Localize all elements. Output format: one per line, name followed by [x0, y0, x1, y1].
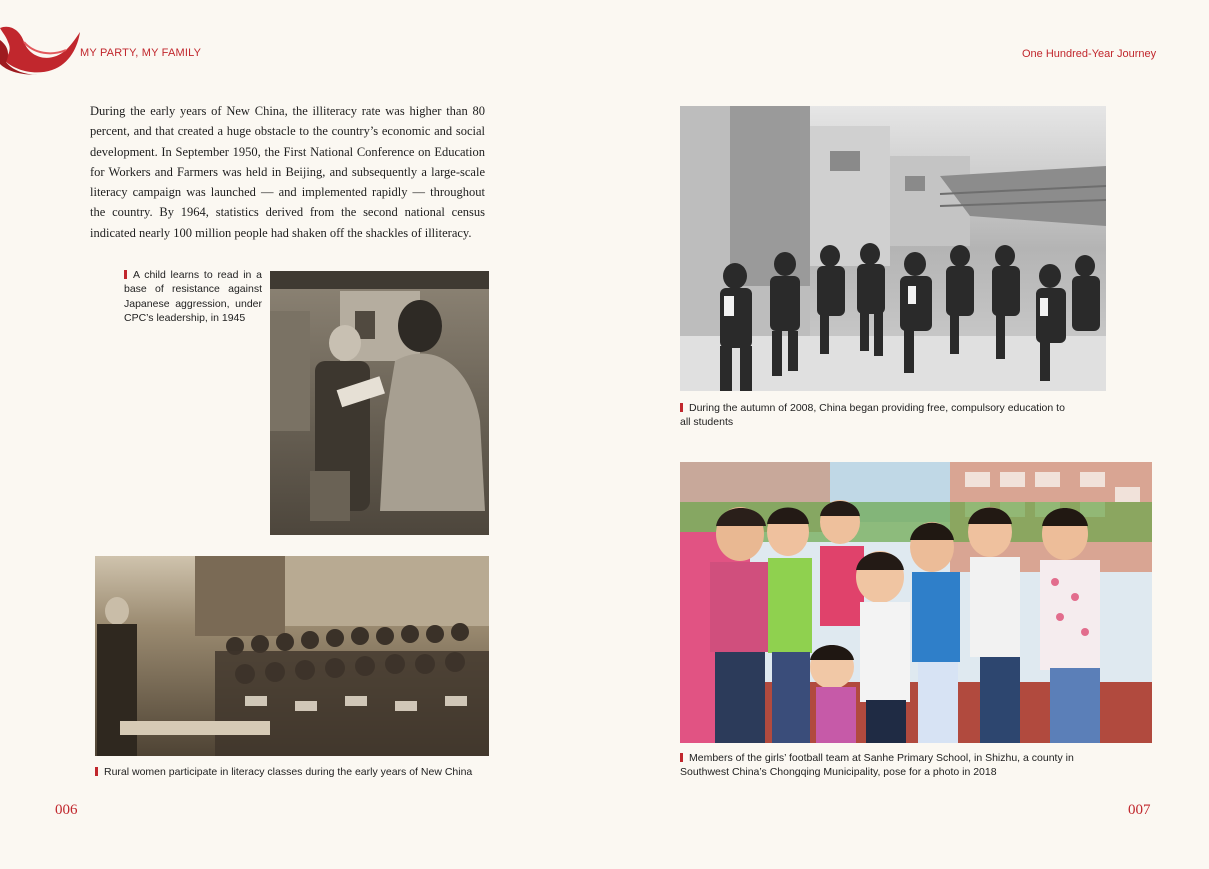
caption-text: Members of the girls’ football team at Sanhe Primary School, in Shizhu, a county in Southwest China’s Chongqing Municipality, pose for a photo in 2018: [680, 752, 1074, 779]
photo-students-running: [680, 106, 1106, 391]
caption-marker: [95, 767, 98, 776]
page-number-left: 006: [55, 802, 78, 818]
caption-marker: [680, 753, 683, 762]
caption-child-reading: [124, 268, 262, 325]
caption-marker: [680, 403, 683, 412]
caption-text: A child learns to read in a base of resistance against Japanese aggression, under CPC’s leadership, in 1945: [124, 269, 262, 324]
page-number-right: 007: [1128, 802, 1151, 818]
photo-rural-women: [95, 556, 489, 756]
photo-football-team: [680, 462, 1152, 743]
caption-text: During the autumn of 2008, China began providing free, compulsory education to all students: [680, 402, 1065, 429]
caption-football-team: [680, 751, 1100, 780]
caption-marker: [124, 270, 127, 279]
caption-text: Rural women participate in literacy classes during the early years of New China: [104, 766, 473, 778]
body-paragraph: During the early years of New China, the illiteracy rate was higher than 80 percent, and that created a huge obstacle to the country’s economic and social development. In September 1950, the First National Conference on Education for Workers and Farmers was held in Beijing, and subsequently a large-scale literacy campaign was launched — and implemented rapidly — throughout the country. By 1964, statistics derived from the second national census indicated nearly 100 million people had shaken off the shackles of illiteracy.: [90, 104, 485, 240]
party-ribbon-logo: [0, 20, 82, 76]
photo-child-reading: [270, 271, 489, 535]
caption-rural-women: [95, 765, 495, 779]
caption-autumn-2008: [680, 401, 1070, 430]
header-left-title: MY PARTY, MY FAMILY: [80, 47, 202, 59]
header-right-title: One Hundred-Year Journey: [1022, 48, 1157, 60]
